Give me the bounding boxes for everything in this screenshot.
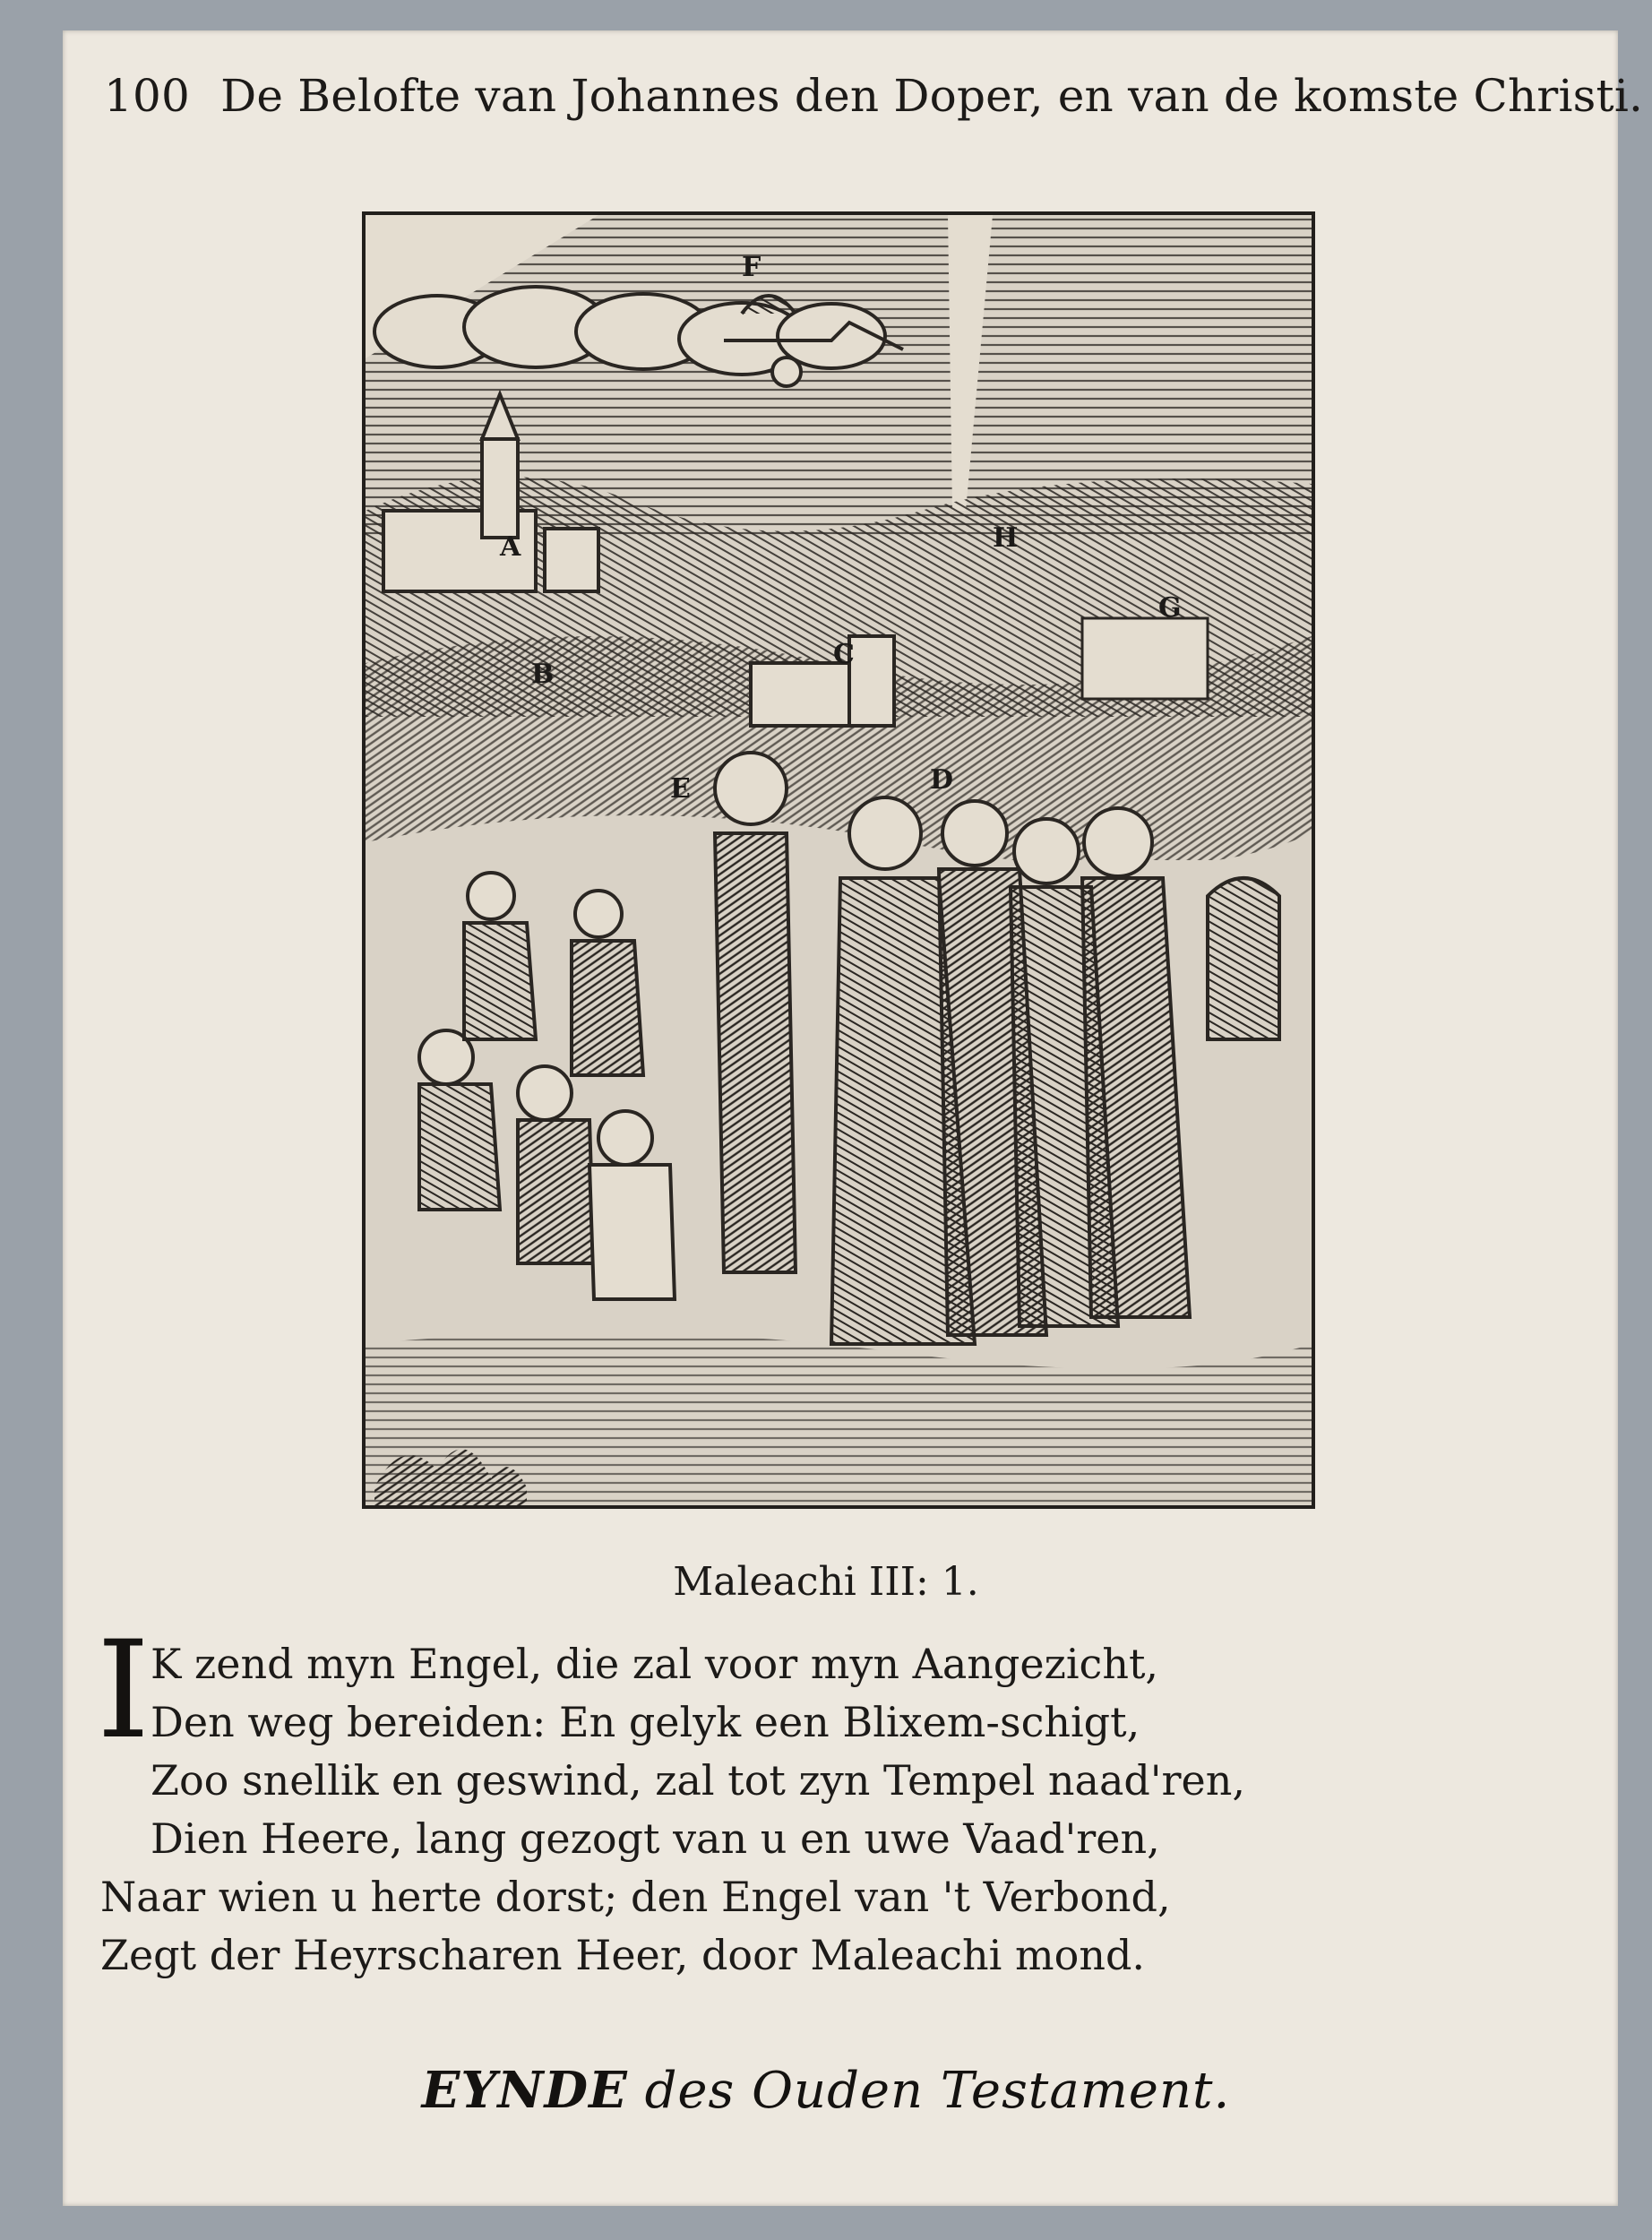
verse-line-5: Naar wien u herte dorst; den Engel van 't Verbond,	[100, 1873, 1171, 1921]
scripture-reference: Maleachi III: 1.	[673, 1559, 979, 1605]
verse-line-4: Dien Heere, lang gezogt van u en uwe Vaad'ren,	[151, 1814, 1160, 1863]
illustration-letter-b: B	[531, 659, 555, 690]
page-number: 100	[104, 70, 191, 122]
illustration-letter-c: C	[833, 639, 855, 670]
woodcut-illustration	[362, 211, 1315, 1509]
illustration-letter-g: G	[1158, 592, 1182, 624]
illustration-letter-a: A	[500, 531, 521, 563]
verse-line-6: Zegt der Heyrscharen Heer, door Maleachi mond.	[100, 1931, 1146, 1979]
running-head	[104, 70, 1644, 122]
city-right	[1082, 618, 1208, 699]
verse-line-3: Zoo snellik en geswind, zal tot zyn Tempel naad'ren,	[151, 1756, 1245, 1805]
colophon-rest: des Ouden Testament.	[627, 2062, 1231, 2120]
illustration-letter-h: H	[993, 522, 1019, 554]
illustration-letter-d: D	[930, 764, 954, 796]
verse-line-2: Den weg bereiden: En gelyk een Blixem-schigt,	[151, 1698, 1140, 1746]
drop-cap: I	[97, 1613, 151, 1769]
colophon-eynde: EYNDE	[421, 2061, 628, 2120]
verse-line-1: K zend myn Engel, die zal voor myn Aangezicht,	[151, 1640, 1159, 1688]
colophon	[0, 2061, 1652, 2120]
illustration-letter-f: F	[742, 252, 761, 283]
page-title: De Belofte van Johannes den Doper, en van de komste Christi.	[220, 70, 1644, 122]
woodcut-drawing	[366, 215, 1312, 1505]
illustration-letter-e: E	[670, 773, 691, 805]
